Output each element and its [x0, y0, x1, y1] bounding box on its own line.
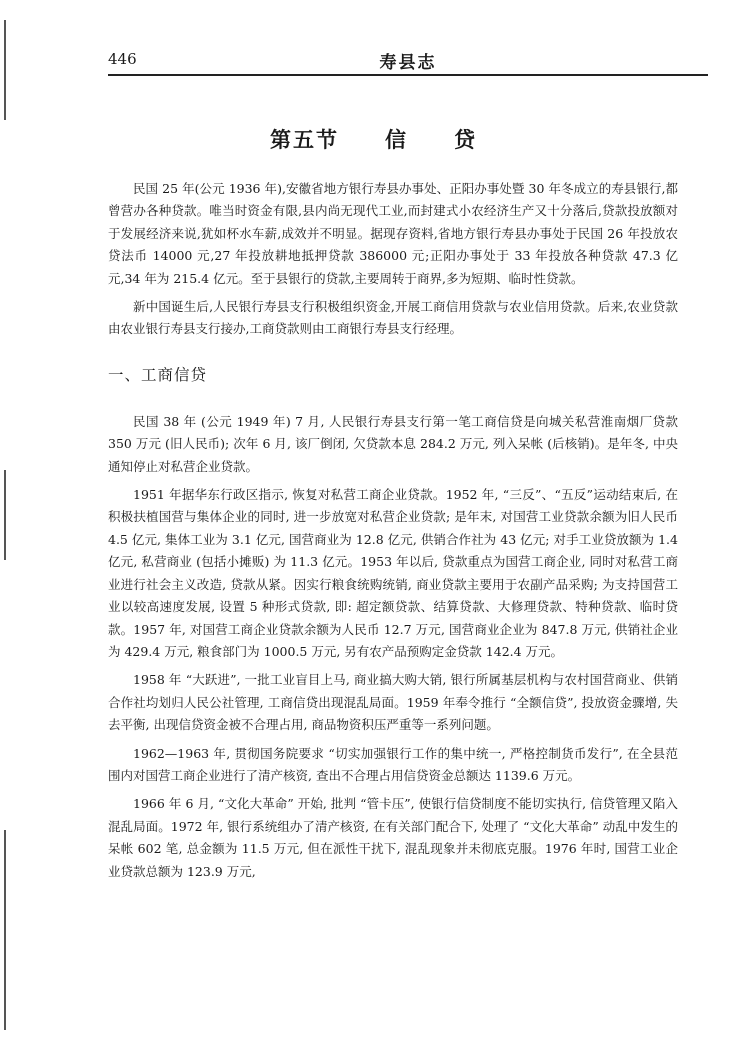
header-rule — [108, 74, 708, 76]
body-paragraph: 1951 年据华东行政区指示, 恢复对私营工商企业贷款。1952 年, “三反”、“五反”运动结束后, 在积极扶植国营与集体企业的同时, 进一步放宽对私营企业贷款; 是年末, 对国营工业贷款余额为旧人民币 4.5 亿元, 集体工业为 3.1 亿元, 国营商业为 12.8 亿元, 供销合作社为 43 亿元; 对手工业贷放额为 1.4 亿元, 私营商业 (包括小摊贩) 为 11.3 亿元。1953 年以后, 贷款重点为国营工商企业, 同时对私营工商业进行社会主义改造, 贷款从紧。因实行粮食统购统销, 商业贷款主要用于农副产品采购; 为支持国营工业以较高速度发展, 设置 5 种形式贷款, 即: 超定额贷款、结算贷款、大修理贷款、特种贷款、临时贷款。1957 年, 对国营工商企业贷款余额为人民币 12.7 万元, 国营商业企业为 847.8 万元, 供销社企业为 429.4 万元, 粮食部门为 1000.5 万元, 另有农产品预购定金贷款 142.4 万元。 — [108, 487, 678, 659]
body-paragraph: 1958 年 “大跃进”, 一批工业盲目上马, 商业搞大购大销, 银行所属基层机构与农村国营商业、供销合作社均划归人民公社管理, 工商信贷出现混乱局面。1959 年奉令推行 “全额信贷”, 投放资金骤增, 失去平衡, 出现信贷资金被不合理占用, 商品物资积压严重等一系列问题。 — [108, 672, 678, 733]
body-paragraph: 民国 38 年 (公元 1949 年) 7 月, 人民银行寿县支行第一笔工商信贷是向城关私营淮南烟厂贷款 350 万元 (旧人民币); 次年 6 月, 该厂倒闭, 欠贷款本息 284.2 万元, 列入呆帐 (后核销)。是年冬, 中央通知停止对私营企业贷款。 — [108, 413, 678, 474]
body-paragraph: 1962—1963 年, 贯彻国务院要求 “切实加强银行工作的集中统一, 严格控制货币发行”, 在全县范围内对国营工商企业进行了清产核资, 查出不合理占用信贷资金总额达 1139.6 万元。 — [108, 745, 678, 783]
intro-paragraph: 新中国诞生后,人民银行寿县支行积极组织资金,开展工商信用贷款与农业信用贷款。后来,农业贷款由农业银行寿县支行接办,工商贷款则由工商银行寿县支行经理。 — [108, 299, 678, 337]
scan-margin-line-top — [4, 20, 6, 120]
page-number: 446 — [108, 50, 137, 68]
section-title-number: 第五节 — [270, 127, 339, 152]
subsection-heading: 一、工商信贷 — [108, 365, 208, 384]
section-title — [0, 124, 747, 154]
book-title: 寿县志 — [379, 53, 437, 73]
section-title-char-1: 信 — [385, 127, 408, 152]
scan-margin-line-middle — [4, 470, 6, 560]
intro-paragraph: 民国 25 年(公元 1936 年),安徽省地方银行寿县办事处、正阳办事处暨 30 年冬成立的寿县银行,都曾营办各种贷款。唯当时资金有限,县内尚无现代工业,而封建式小农经济生产又十分落后,贷款投放额对于发展经济来说,犹如杯水车薪,成效并不明显。据现存资料,省地方银行寿县办事处于民国 26 年投放农贷法币 14000 元,27 年投放耕地抵押贷款 386000 元;正阳办事处于 33 年投放各种贷款 47.3 亿元,34 年为 215.4 亿元。至于县银行的贷款,主要周转于商界,多为短期、临时性贷款。 — [108, 181, 678, 286]
page-body — [108, 178, 678, 889]
body-paragraph: 1966 年 6 月, “文化大革命” 开始, 批判 “管卡压”, 使银行信贷制度不能切实执行, 信贷管理又陷入混乱局面。1972 年, 银行系统组办了清产核资, 在有关部门配合下, 处理了 “文化大革命” 动乱中发生的呆帐 602 笔, 总金额为 11.5 万元, 但在派性干扰下, 混乱现象并未彻底克服。1976 年时, 国营工业企业贷款总额为 123.9 万元, — [108, 796, 678, 879]
section-title-char-2: 贷 — [454, 127, 477, 152]
scan-margin-line-bottom — [4, 830, 6, 1030]
page-header — [108, 48, 708, 72]
